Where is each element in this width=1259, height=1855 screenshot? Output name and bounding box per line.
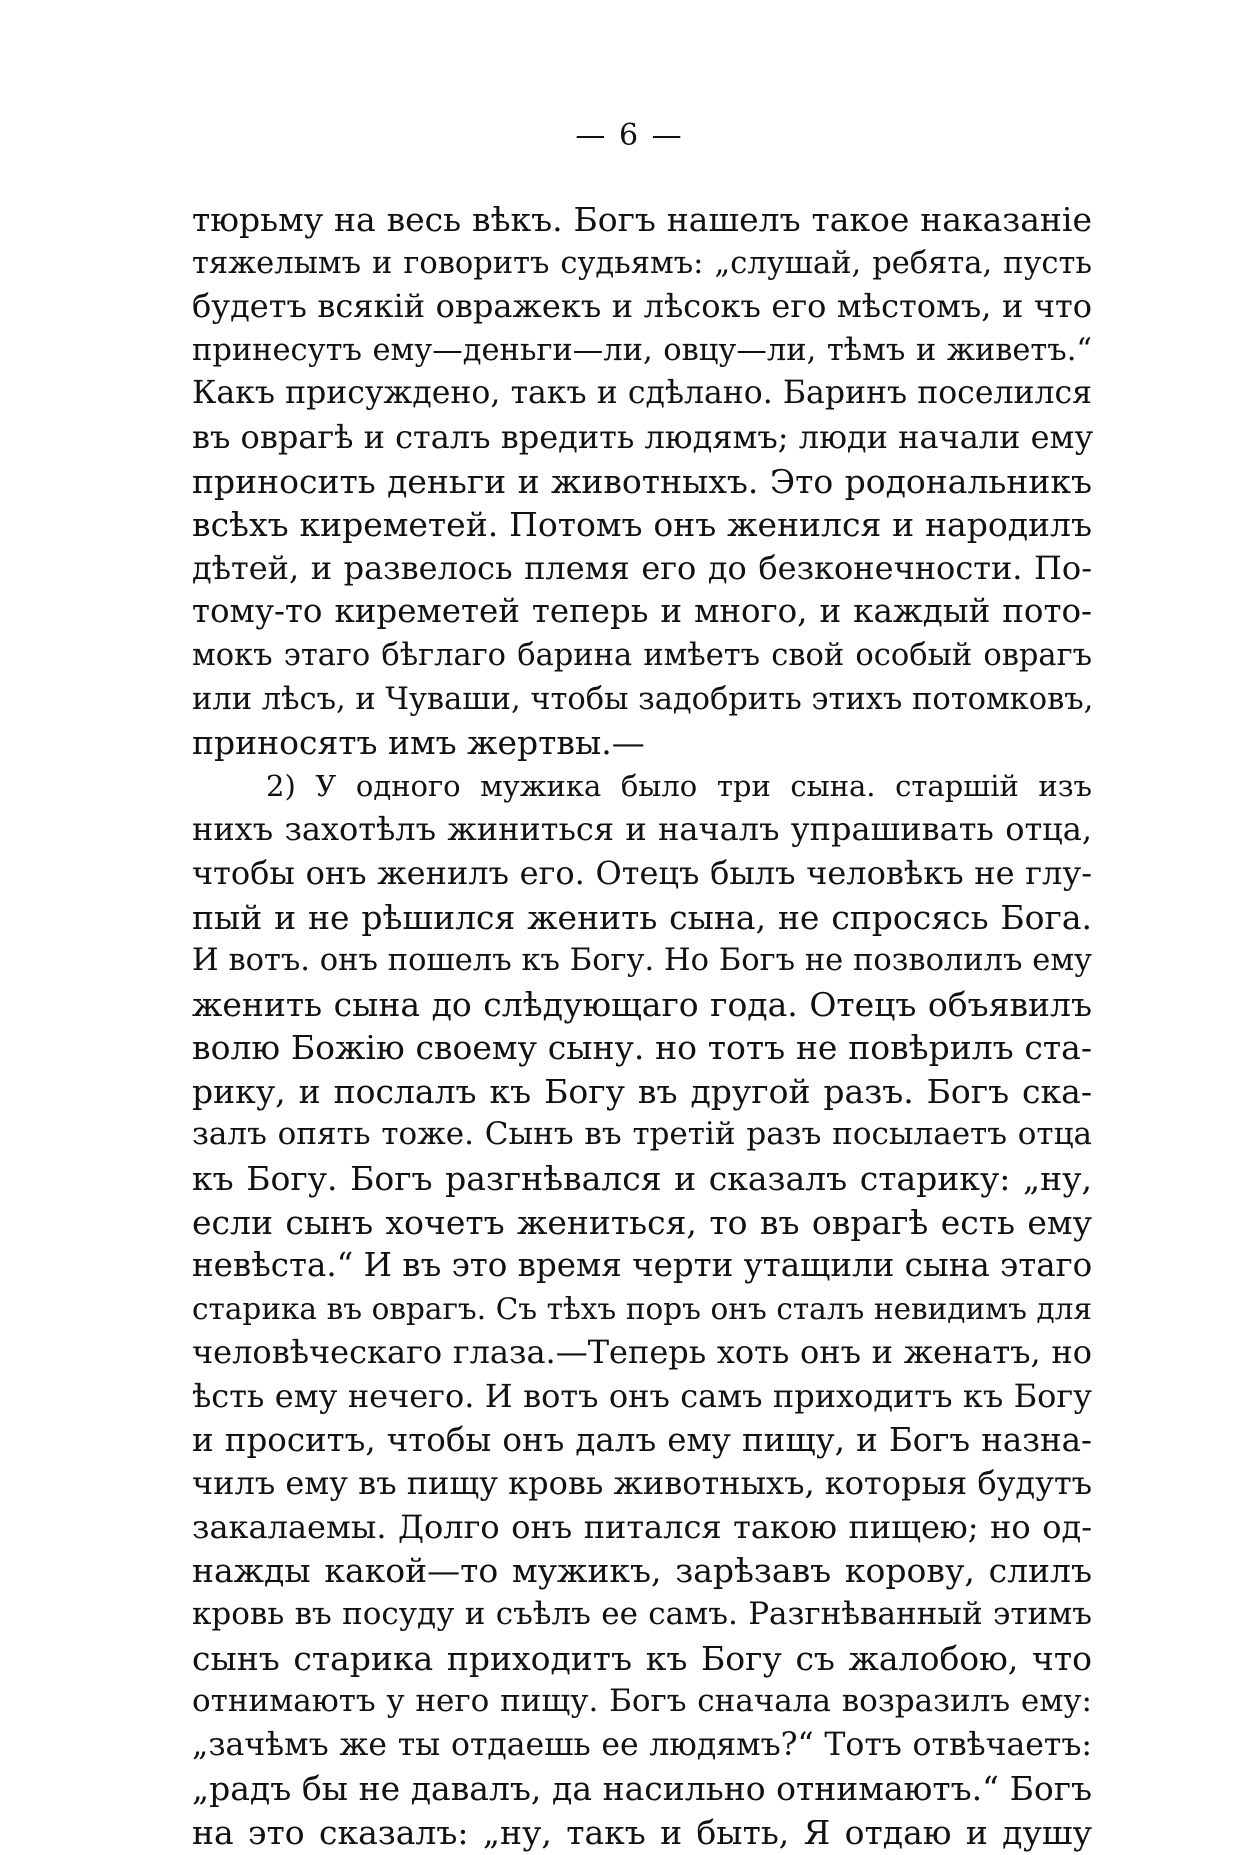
text-line: дѣтей, и развелось племя его до безконечности. По- <box>192 548 1092 587</box>
text-line: И вотъ. онъ пошелъ къ Богу. Но Богъ не позволилъ ему <box>192 943 1092 979</box>
text-line: кровь въ посуду и съѣлъ ее самъ. Разгнѣванный этимъ <box>192 1596 1092 1632</box>
text-line: человѣческаго глаза.—Теперь хоть онъ и женатъ, но <box>192 1333 1092 1372</box>
text-line: въ оврагѣ и сталъ вредить людямъ; люди начали ему <box>192 417 1094 456</box>
text-line: закалаемы. Долго онъ питался такою пищею; но од- <box>192 1507 1092 1546</box>
text-line: приносить деньги и животныхъ. Это родональникъ <box>192 461 1092 501</box>
text-line: чилъ ему въ пищу кровь животныхъ, которыя будутъ <box>192 1464 1093 1503</box>
text-line: къ Богу. Богъ разгнѣвался и сказалъ старику: „ну, <box>192 1159 1092 1199</box>
text-line: приносятъ имъ жертвы.— <box>192 723 645 763</box>
text-line: и проситъ, чтобы онъ далъ ему пищу, и Богъ назна- <box>192 1420 1092 1459</box>
body-text <box>192 198 1092 1855</box>
text-line: нихъ захотѣлъ жиниться и началъ упрашивать отца, <box>192 810 1092 849</box>
text-line: если сынъ хочетъ жениться, то въ оврагѣ есть ему <box>192 1202 1092 1242</box>
text-line: мокъ этаго бѣглаго барина имѣетъ свой особый оврагъ <box>192 637 1092 673</box>
text-line: „зачѣмъ же ты отдаешь ее людямъ?“ Тотъ отвѣчаетъ: <box>192 1726 1092 1763</box>
text-line: тому-то киреметей теперь и много, и каждый пото- <box>192 592 1092 631</box>
text-line: принесутъ ему—деньги—ли, овцу—ли, тѣмъ и живетъ.“ <box>192 332 1092 368</box>
text-line: старика въ оврагъ. Съ тѣхъ поръ онъ сталъ невидимъ для <box>192 1291 1092 1326</box>
text-line: сынъ старика приходитъ къ Богу съ жалобою, что <box>192 1638 1092 1678</box>
text-line: тюрьму на весь вѣкъ. Богъ нашелъ такое наказаніе <box>192 200 1092 239</box>
text-line: всѣхъ киреметей. Потомъ онъ женился и народилъ <box>192 505 1092 545</box>
text-line: залъ опять тоже. Сынъ въ третій разъ посылаетъ отца <box>192 1116 1092 1153</box>
text-line: тяжелымъ и говоритъ судьямъ: „слушай, ребята, пусть <box>192 245 1092 281</box>
text-line: волю Божію своему сыну. но тотъ не повѣрилъ ста- <box>192 1028 1092 1068</box>
text-line: чтобы онъ женилъ его. Отецъ былъ человѣкъ не глу- <box>192 853 1092 892</box>
text-line: пый и не рѣшился женить сына, не спросясь Бога. <box>192 897 1092 937</box>
text-line: или лѣсъ, и Чуваши, чтобы задобрить этихъ потомковъ, <box>192 681 1094 717</box>
text-line: будетъ всякій овражекъ и лѣсокъ его мѣстомъ, и что <box>192 287 1092 326</box>
text-line: невѣста.“ И въ это время черти утащили сына этаго <box>192 1246 1093 1285</box>
text-line: на это сказалъ: „ну, такъ и быть, Я отдаю и душу <box>192 1812 1092 1852</box>
text-line: ѣсть ему нечего. И вотъ онъ самъ приходитъ къ Богу <box>192 1377 1092 1416</box>
text-line: 2) У одного мужика было три сына. старшій изъ <box>266 768 1092 803</box>
text-line: Какъ присуждено, такъ и сдѣлано. Баринъ поселился <box>192 375 1092 412</box>
text-line: рику, и послалъ къ Богу въ другой разъ. Богъ ска- <box>192 1071 1092 1111</box>
text-line: „радъ бы не давалъ, да насильно отнимаютъ.“ Богъ <box>192 1769 1092 1809</box>
text-line: нажды какой—то мужикъ, зарѣзавъ корову, слилъ <box>192 1551 1092 1591</box>
text-line: отнимаютъ у него пищу. Богъ сначала возразилъ ему: <box>192 1683 1092 1720</box>
page-number: — 6 — <box>575 118 684 153</box>
text-line: женить сына до слѣдующаго года. Отецъ объявилъ <box>192 984 1092 1024</box>
